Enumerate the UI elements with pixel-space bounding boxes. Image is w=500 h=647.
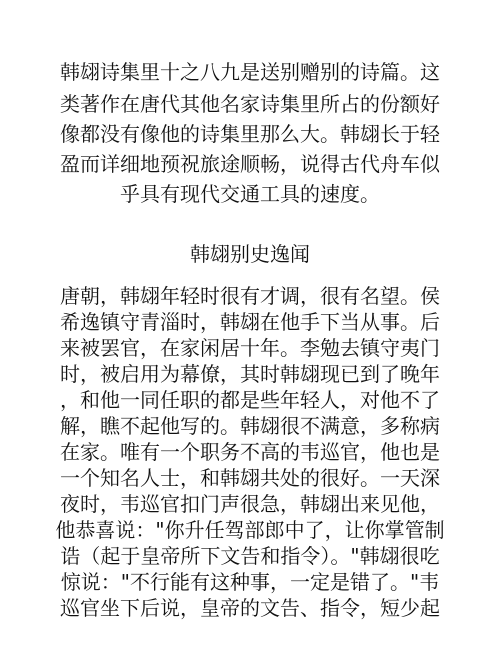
intro-line: 像都没有像他的诗集里那么大。韩翃长于轻 [60, 122, 440, 146]
story-line: 希逸镇守青淄时，韩翃在他手下当从事。后 [60, 310, 440, 334]
story-line: ，和他一同任职的都是些年轻人，对他不了 [60, 388, 440, 412]
story-line: 巡官坐下后说，皇帝的文告、指令，短少起 [60, 596, 440, 620]
story-line: 一个知名人士，和韩翃共处的很好。一天深 [60, 466, 440, 490]
story-line: 时，被启用为幕僚，其时韩翃现已到了晚年 [60, 362, 440, 386]
intro-line: 类著作在唐代其他名家诗集里所占的份额好 [60, 92, 440, 116]
story-line: 解，瞧不起他写的。韩翃很不满意，多称病 [60, 414, 440, 438]
story-line: 来被罢官，在家闲居十年。李勉去镇守夷门 [60, 336, 440, 360]
intro-line: 韩翃诗集里十之八九是送别赠别的诗篇。这 [60, 60, 440, 84]
intro-line: 盈而详细地预祝旅途顺畅，说得古代舟车似 [60, 152, 440, 176]
story-line: 惊说："不行能有这种事，一定是错了。"韦 [60, 570, 440, 594]
intro-line: 乎具有现代交通工具的速度。 [120, 182, 380, 206]
story-line: 唐朝，韩翃年轻时很有才调，很有名望。侯 [60, 284, 440, 308]
story-line: 诰（起于皇帝所下文告和指令）。"韩翃很吃 [60, 544, 440, 568]
story-line: 夜时，韦巡官扣门声很急，韩翃出来见他， [60, 492, 440, 516]
section-title: 韩翃别史逸闻 [190, 242, 310, 266]
story-line: 在家。唯有一个职务不高的韦巡官，他也是 [60, 440, 440, 464]
story-line: 他恭喜说："你升任驾部郎中了，让你掌管制 [55, 518, 445, 542]
